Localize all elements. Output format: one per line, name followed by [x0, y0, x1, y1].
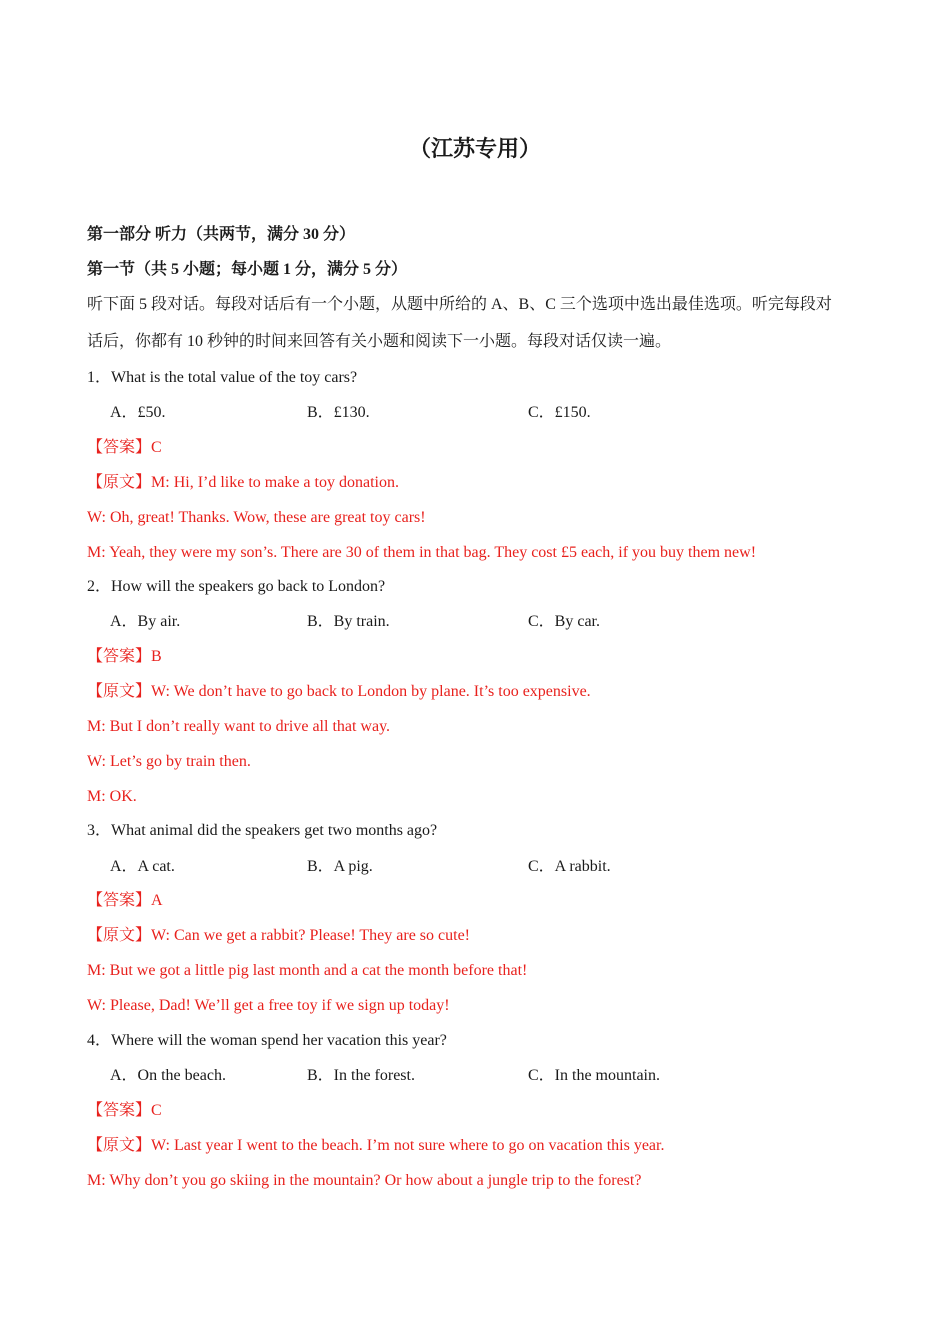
question-2-option-c: C．By car. — [528, 613, 600, 630]
question-1-stem: 1．What is the total value of the toy cars? — [87, 369, 358, 386]
answer-label: 【答案】 — [87, 648, 152, 665]
question-2-transcript-line-1 — [87, 681, 877, 703]
transcript-label: 【原文】 — [87, 683, 152, 700]
question-2-transcript-line-2: M: But I don’t really want to drive all that way. — [87, 718, 391, 735]
answer-value: C — [151, 1102, 162, 1119]
answer-value: B — [151, 648, 162, 665]
part-heading: 第一部分 听力（共两节，满分 30 分） — [87, 226, 356, 243]
question-3-stem: 3．What animal did the speakers get two months ago? — [87, 822, 438, 839]
question-3-option-b: B．A pig. — [307, 858, 373, 875]
question-1-answer — [87, 437, 877, 459]
question-2-answer — [87, 646, 877, 668]
question-1-transcript-line-1 — [87, 472, 877, 494]
question-4-option-b: B．In the forest. — [307, 1067, 415, 1084]
question-4-transcript-line-1 — [87, 1135, 877, 1157]
question-3-option-c: C．A rabbit. — [528, 858, 611, 875]
transcript-text: W: We don’t have to go back to London by plane. It’s too expensive. — [151, 683, 591, 700]
transcript-label: 【原文】 — [87, 927, 152, 944]
transcript-text: W: Can we get a rabbit? Please! They are so cute! — [151, 927, 470, 944]
question-2-option-a: A．By air. — [110, 613, 181, 630]
question-1-transcript-line-2: W: Oh, great! Thanks. Wow, these are great toy cars! — [87, 509, 426, 526]
question-3-answer — [87, 890, 877, 912]
question-4-answer — [87, 1100, 877, 1122]
transcript-label: 【原文】 — [87, 474, 152, 491]
instructions-line-2: 话后，你都有 10 秒钟的时间来回答有关小题和阅读下一小题。每段对话仅读一遍。 — [87, 333, 672, 350]
question-4-transcript-line-2: M: Why don’t you go skiing in the mountain? Or how about a jungle trip to the forest? — [87, 1172, 642, 1189]
answer-value: C — [151, 439, 162, 456]
question-3-transcript-line-3: W: Please, Dad! We’ll get a free toy if we sign up today! — [87, 997, 450, 1014]
answer-label: 【答案】 — [87, 439, 152, 456]
question-3-option-a: A．A cat. — [110, 858, 175, 875]
document-title: （江苏专用） — [408, 137, 541, 162]
question-4-option-a: A．On the beach. — [110, 1067, 226, 1084]
question-2-transcript-line-4: M: OK. — [87, 788, 137, 805]
transcript-text: W: Last year I went to the beach. I’m not sure where to go on vacation this year. — [151, 1137, 665, 1154]
section-heading: 第一节（共 5 小题；每小题 1 分，满分 5 分） — [87, 261, 408, 278]
instructions-line-1: 听下面 5 段对话。每段对话后有一个小题，从题中所给的 A、B、C 三个选项中选出最佳选项。听完每段对 — [87, 296, 832, 313]
question-2-option-b: B．By train. — [307, 613, 390, 630]
answer-label: 【答案】 — [87, 1102, 152, 1119]
question-1-option-a: A．£50. — [110, 404, 166, 421]
question-4-stem: 4．Where will the woman spend her vacation this year? — [87, 1032, 447, 1049]
question-3-transcript-line-2: M: But we got a little pig last month and a cat the month before that! — [87, 962, 528, 979]
answer-value: A — [151, 892, 163, 909]
question-1-option-b: B．£130. — [307, 404, 370, 421]
question-1-option-c: C．£150. — [528, 404, 591, 421]
question-3-transcript-line-1 — [87, 925, 877, 947]
question-4-option-c: C．In the mountain. — [528, 1067, 660, 1084]
question-1-transcript-line-3: M: Yeah, they were my son’s. There are 30 of them in that bag. They cost £5 each, if you buy them new! — [87, 544, 757, 561]
question-2-stem: 2．How will the speakers go back to London? — [87, 578, 386, 595]
question-2-transcript-line-3: W: Let’s go by train then. — [87, 753, 251, 770]
transcript-text: M: Hi, I’d like to make a toy donation. — [151, 474, 399, 491]
transcript-label: 【原文】 — [87, 1137, 152, 1154]
answer-label: 【答案】 — [87, 892, 152, 909]
